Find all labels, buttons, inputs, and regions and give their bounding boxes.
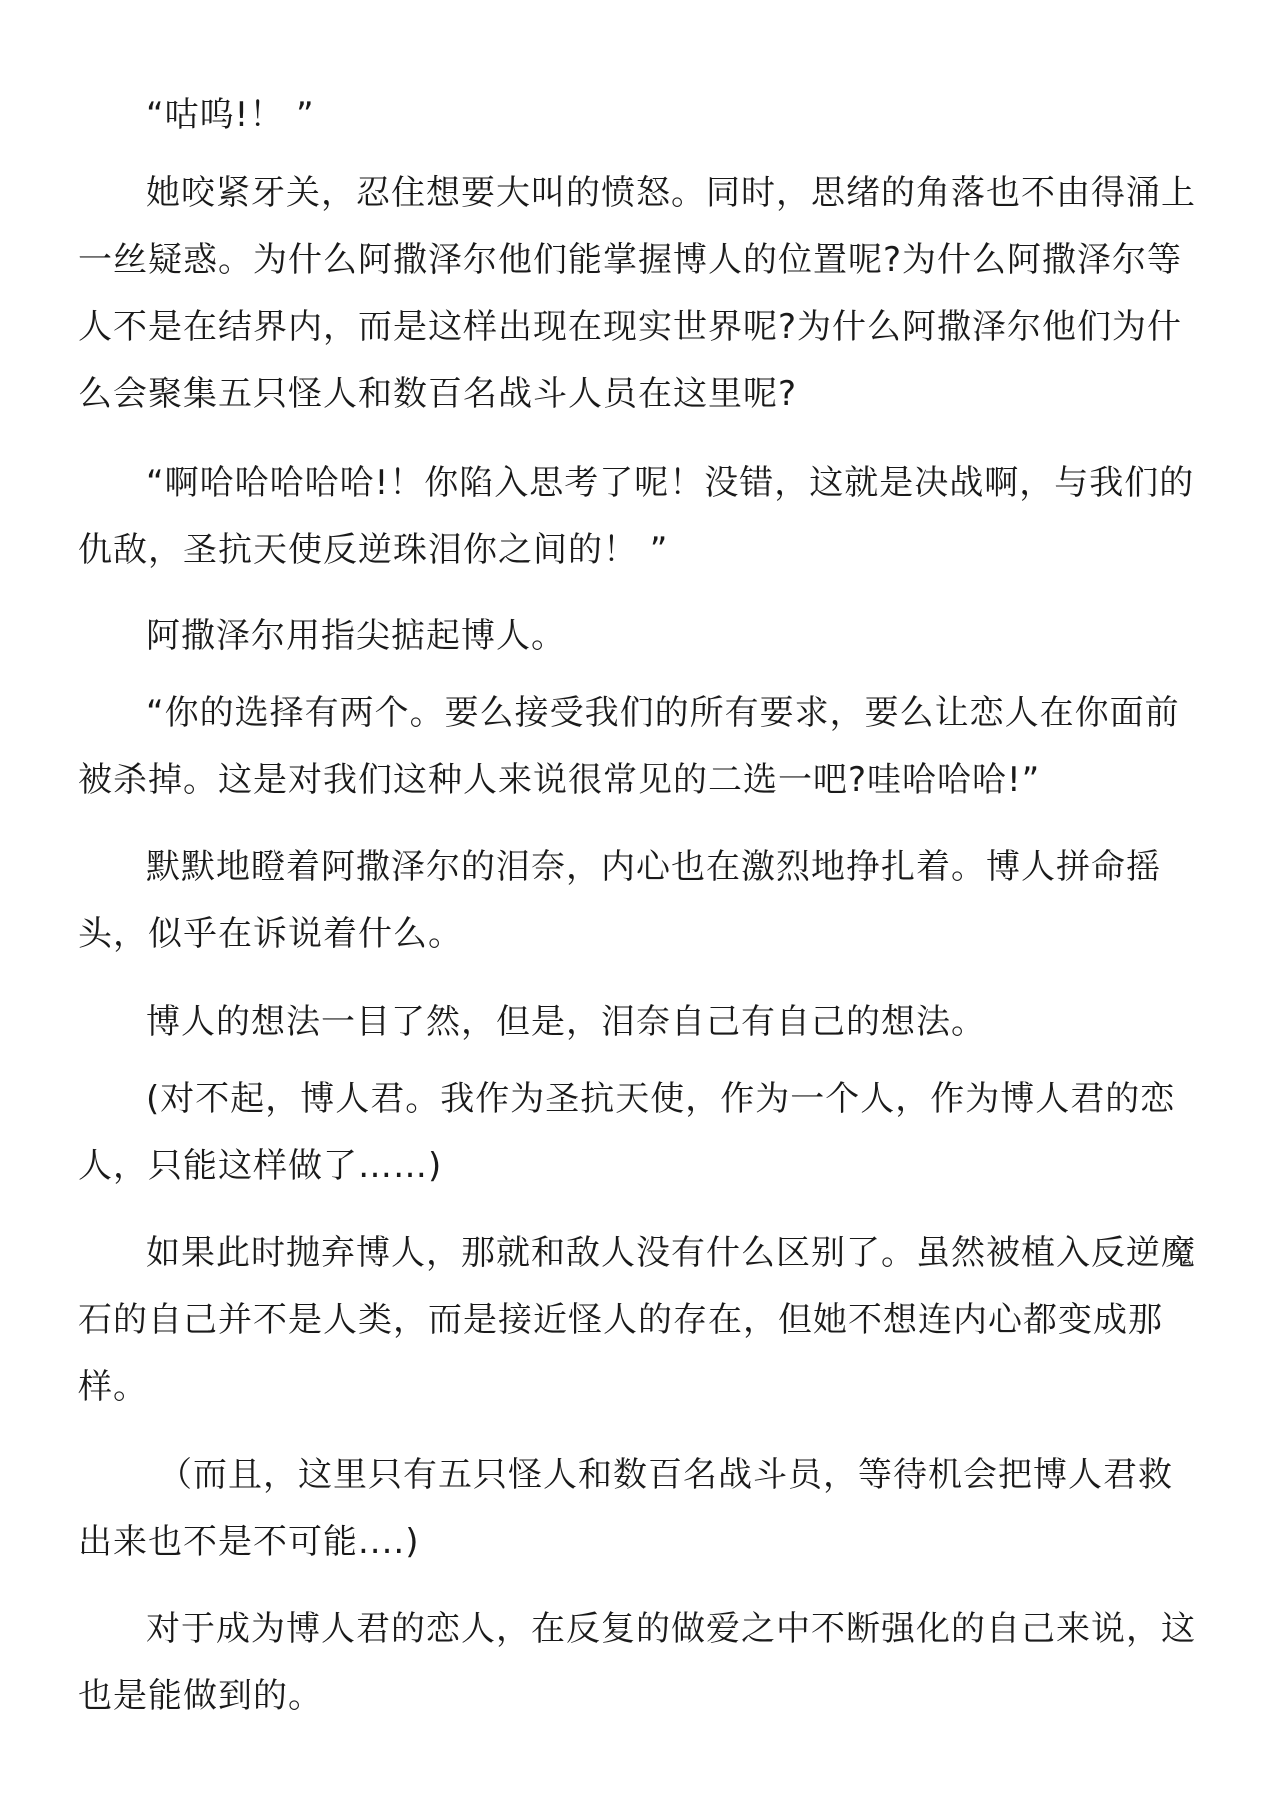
paragraph-1: “咕呜!！ ” — [146, 95, 315, 135]
paragraph-7: 博人的想法一目了然，但是，泪奈自己有自己的想法。 — [146, 1002, 986, 1042]
paragraph-2: 她咬紧牙关，忍住想要大叫的愤怒。同时，思绪的角落也不由得涌上一丝疑惑。为什么阿撒泽尔他们能掌握博人的位置呢?为什么阿撒泽尔等人不是在结界内，而是这样出现在现实世界呢?为什么阿撒泽尔他们为什么会聚集五只怪人和数百名战斗人员在这里呢? — [78, 173, 1196, 414]
paragraph-6: 默默地瞪着阿撒泽尔的泪奈，内心也在激烈地挣扎着。博人拼命摇头，似乎在诉说着什么。 — [78, 847, 1161, 954]
paragraph-9: 如果此时抛弃博人，那就和敌人没有什么区别了。虽然被植入反逆魔石的自己并不是人类，而是接近怪人的存在，但她不想连内心都变成那样。 — [78, 1233, 1196, 1407]
paragraph-8: (对不起，博人君。我作为圣抗天使，作为一个人，作为博人君的恋人，只能这样做了……) — [78, 1079, 1176, 1186]
paragraph-4: 阿撒泽尔用指尖掂起博人。 — [146, 616, 566, 656]
paragraph-3: “啊哈哈哈哈哈!！你陷入思考了呢！没错，这就是决战啊，与我们的仇敌，圣抗天使反逆珠泪你之间的！ ” — [78, 463, 1195, 570]
paragraph-10: （而且，这里只有五只怪人和数百名战斗员，等待机会把博人君救出来也不是不可能....) — [78, 1455, 1173, 1562]
paragraph-5: “你的选择有两个。要么接受我们的所有要求，要么让恋人在你面前被杀掉。这是对我们这种人来说很常见的二选一吧?哇哈哈哈!” — [78, 693, 1180, 800]
paragraph-11: 对于成为博人君的恋人，在反复的做爱之中不断强化的自己来说，这也是能做到的。 — [78, 1609, 1196, 1716]
